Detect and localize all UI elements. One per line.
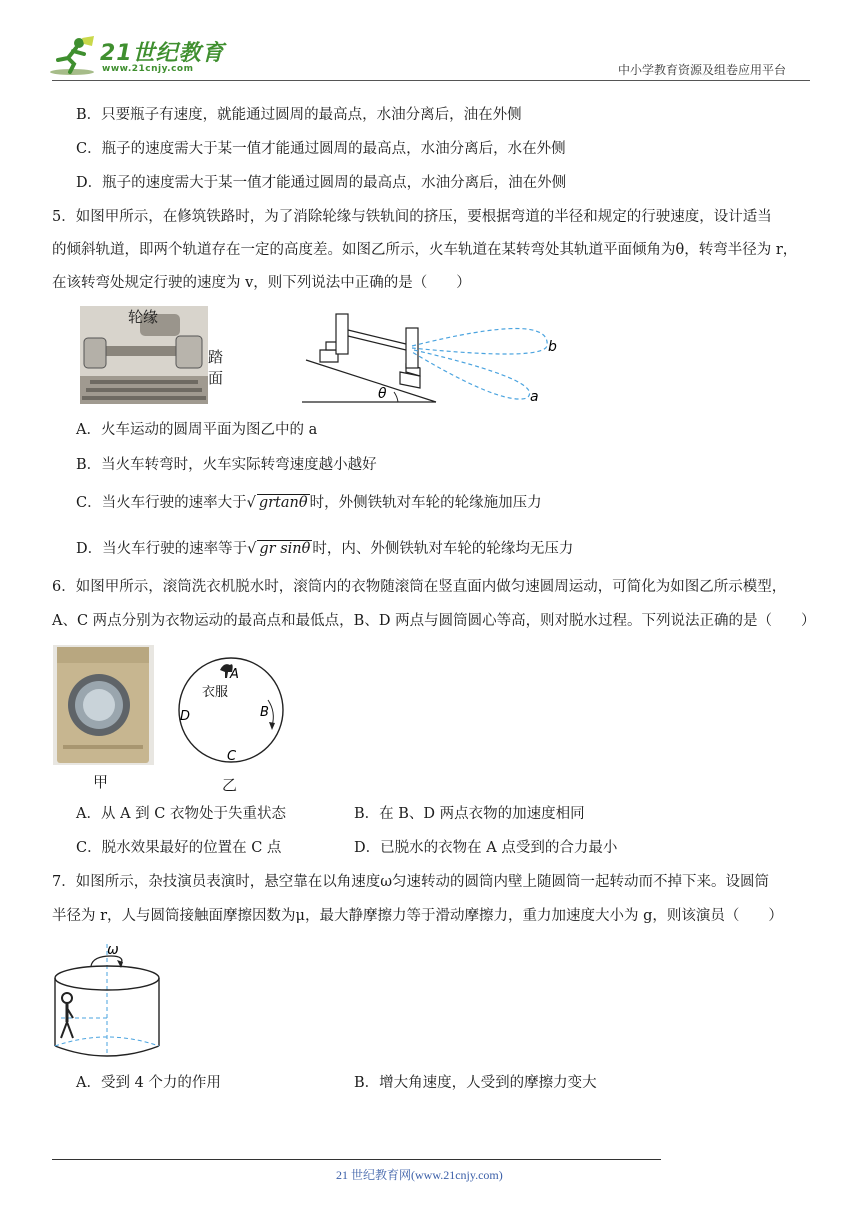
logo-text: 21世纪教育	[100, 41, 225, 66]
sqrt-symbol: √	[246, 495, 256, 511]
q5-option-c-sqrt: grtanθ	[258, 495, 308, 511]
sqrt-symbol: √	[247, 541, 257, 557]
logo-url: www.21cnjy.com	[102, 64, 194, 74]
drum-circle-diagram	[176, 656, 286, 764]
platform-slogan: 中小学教育资源及组卷应用平台	[618, 63, 787, 77]
q5-stem-line2: 的倾斜轨道，即两个轨道存在一定的高度差。如图乙所示，火车轨道在某转弯处其轨道平面倾角为θ，转弯半径为 r，	[52, 242, 798, 258]
q4-option-c: C．瓶子的速度需大于某一值才能通过圆周的最高点，水油分离后，水在外侧	[76, 141, 566, 157]
q4-option-b: B．只要瓶子有速度，就能通过圆周的最高点，水油分离后，油在外侧	[76, 107, 522, 123]
q6-stem-line1: 6．如图甲所示，滚筒洗衣机脱水时，滚筒内的衣物随滚筒在竖直面内做匀速圆周运动，可简化为如图乙所示模型，	[52, 579, 787, 595]
point-b-label: B	[260, 705, 269, 720]
label-jia: 甲	[93, 773, 109, 791]
footer-divider	[52, 1159, 661, 1160]
runner-logo-icon	[46, 34, 98, 78]
q5-option-b: B．当火车转弯时，火车实际转弯速度越小越好	[76, 457, 377, 473]
label-theta: θ	[378, 386, 387, 402]
performer-icon	[61, 993, 73, 1038]
q4-option-d: D．瓶子的速度需大于某一值才能通过圆周的最高点，水油分离后，油在外侧	[76, 175, 567, 191]
label-tread: 踏面	[208, 348, 224, 387]
q5-option-d-post: 时，内、外侧铁轨对车轮的轮缘均无压力	[312, 541, 574, 557]
rotating-cylinder-diagram	[51, 938, 171, 1060]
header-divider	[52, 80, 810, 81]
q5-stem-line3: 在该转弯处规定行驶的速度为 v，则下列说法中正确的是（ ）	[52, 275, 471, 291]
q5-option-d-sqrt: gr sinθ	[259, 541, 311, 557]
omega-label: ω	[107, 942, 119, 958]
point-c-label: C	[227, 749, 237, 764]
q7-stem-line1: 7．如图所示，杂技演员表演时，悬空靠在以角速度ω匀速转动的圆筒内壁上随圆筒一起转动而不掉下来。设圆筒	[52, 874, 770, 890]
q5-option-c-post: 时，外侧铁轨对车轮的轮缘施加压力	[309, 495, 542, 511]
inclined-track-diagram	[302, 306, 562, 406]
q6-option-d: D．已脱水的衣物在 A 点受到的合力最小	[354, 840, 618, 856]
q6-stem-line2: A、C 两点分别为衣物运动的最高点和最低点，B、D 两点与圆筒圆心等高，则对脱水过程。下列说法正确的是（ ）	[52, 613, 816, 629]
q5-option-c-pre: C．当火车行驶的速率大于	[76, 495, 247, 511]
q5-option-d-pre: D．当火车行驶的速率等于	[76, 541, 248, 557]
q7-option-a: A．受到 4 个力的作用	[76, 1075, 221, 1091]
site-logo[interactable]	[46, 32, 246, 80]
q7-stem-line2: 半径为 r，人与圆筒接触面摩擦因数为μ，最大静摩擦力等于滑动摩擦力，重力加速度大小为 g，则该演员（ ）	[52, 908, 783, 924]
q5-option-a: A．火车运动的圆周平面为图乙中的 a	[76, 422, 318, 438]
q7-option-b: B．增大角速度，人受到的摩擦力变大	[354, 1075, 597, 1091]
q5-option-c	[76, 493, 542, 513]
label-a: a	[530, 389, 539, 405]
label-yi: 乙	[222, 776, 238, 794]
point-d-label: D	[180, 709, 191, 724]
q5-stem-line1: 5．如图甲所示，在修筑铁路时，为了消除轮缘与铁轨间的挤压，要根据弯道的半径和规定的行驶速度，设计适当	[52, 209, 772, 225]
point-a-label: A	[230, 667, 239, 682]
q6-option-c: C．脱水效果最好的位置在 C 点	[76, 840, 282, 856]
clothes-label: 衣服	[202, 685, 229, 700]
label-rim: 轮缘	[128, 308, 159, 326]
railway-wheel-photo	[80, 306, 224, 404]
q6-option-a: A．从 A 到 C 衣物处于失重状态	[76, 806, 286, 822]
washing-machine-photo	[53, 645, 154, 765]
q6-option-b: B．在 B、D 两点衣物的加速度相同	[354, 806, 585, 822]
label-b: b	[548, 339, 557, 355]
footer-site-link[interactable]: 21 世纪教育网(www.21cnjy.com)	[336, 1168, 503, 1182]
q5-option-d	[76, 539, 573, 559]
